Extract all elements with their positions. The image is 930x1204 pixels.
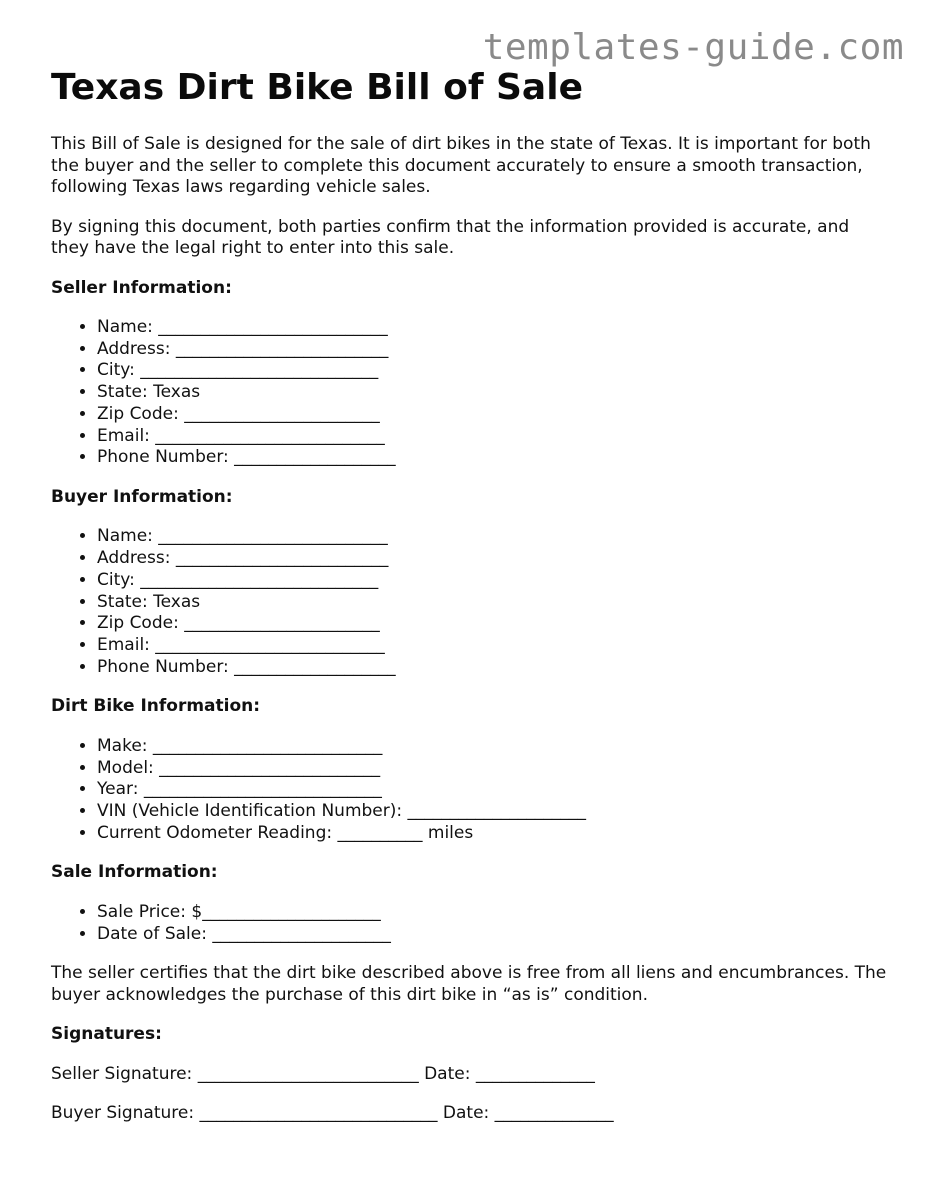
seller-signature-line[interactable]: Seller Signature: __________________________ Date: ______________ xyxy=(51,1063,595,1084)
buyer-signature-line[interactable]: Buyer Signature: ____________________________ Date: ______________ xyxy=(51,1103,614,1124)
seller-section-heading: Seller Information: xyxy=(51,277,232,298)
buyer-field-list xyxy=(51,526,891,678)
bike-make-field[interactable]: • Make: ___________________________ xyxy=(97,736,891,758)
watermark: templates-guide.com xyxy=(482,27,904,68)
seller-zip-field[interactable]: • Zip Code: _______________________ xyxy=(97,404,891,426)
sale-date-field[interactable]: • Date of Sale: _____________________ xyxy=(97,924,891,946)
buyer-phone-field[interactable]: • Phone Number: ___________________ xyxy=(97,657,891,679)
buyer-section-heading: Buyer Information: xyxy=(51,486,233,507)
seller-city-field[interactable]: • City: ____________________________ xyxy=(97,360,891,382)
seller-email-field[interactable]: • Email: ___________________________ xyxy=(97,426,891,448)
document-page xyxy=(51,66,891,1125)
bike-year-field[interactable]: • Year: ____________________________ xyxy=(97,779,891,801)
seller-phone-field[interactable]: • Phone Number: ___________________ xyxy=(97,447,891,469)
seller-address-field[interactable]: • Address: _________________________ xyxy=(97,339,891,361)
intro-paragraph-1: This Bill of Sale is designed for the sale of dirt bikes in the state of Texas. It is important for both the buyer and the seller to complete this document accurately to ensure a smooth transaction, following Texas laws regarding vehicle sales. xyxy=(51,134,871,197)
bike-vin-field[interactable]: • VIN (Vehicle Identification Number): _____________________ xyxy=(97,801,891,823)
buyer-email-field[interactable]: • Email: ___________________________ xyxy=(97,635,891,657)
buyer-city-field[interactable]: • City: ____________________________ xyxy=(97,570,891,592)
seller-state-field: • State: Texas xyxy=(97,382,891,404)
seller-field-list xyxy=(51,317,891,469)
buyer-name-field[interactable]: • Name: ___________________________ xyxy=(97,526,891,548)
bike-odometer-field[interactable]: • Current Odometer Reading: __________ miles xyxy=(97,823,891,845)
bike-section-heading: Dirt Bike Information: xyxy=(51,696,261,717)
seller-name-field[interactable]: • Name: ___________________________ xyxy=(97,317,891,339)
document-title: Texas Dirt Bike Bill of Sale xyxy=(51,67,583,108)
signatures-section-heading: Signatures: xyxy=(51,1024,162,1045)
intro-paragraph-2: By signing this document, both parties confirm that the information provided is accurate, and they have the legal right to enter into this sale. xyxy=(51,216,850,258)
certification-paragraph: The seller certifies that the dirt bike described above is free from all liens and encumbrances. The buyer acknowledges the purchase of this dirt bike in “as is” condition. xyxy=(51,963,887,1005)
sale-price-field[interactable]: • Sale Price: $_____________________ xyxy=(97,902,891,924)
buyer-zip-field[interactable]: • Zip Code: _______________________ xyxy=(97,613,891,635)
bike-model-field[interactable]: • Model: __________________________ xyxy=(97,758,891,780)
sale-section-heading: Sale Information: xyxy=(51,862,218,883)
buyer-address-field[interactable]: • Address: _________________________ xyxy=(97,548,891,570)
buyer-state-field: • State: Texas xyxy=(97,592,891,614)
sale-field-list xyxy=(51,902,891,945)
bike-field-list xyxy=(51,736,891,845)
